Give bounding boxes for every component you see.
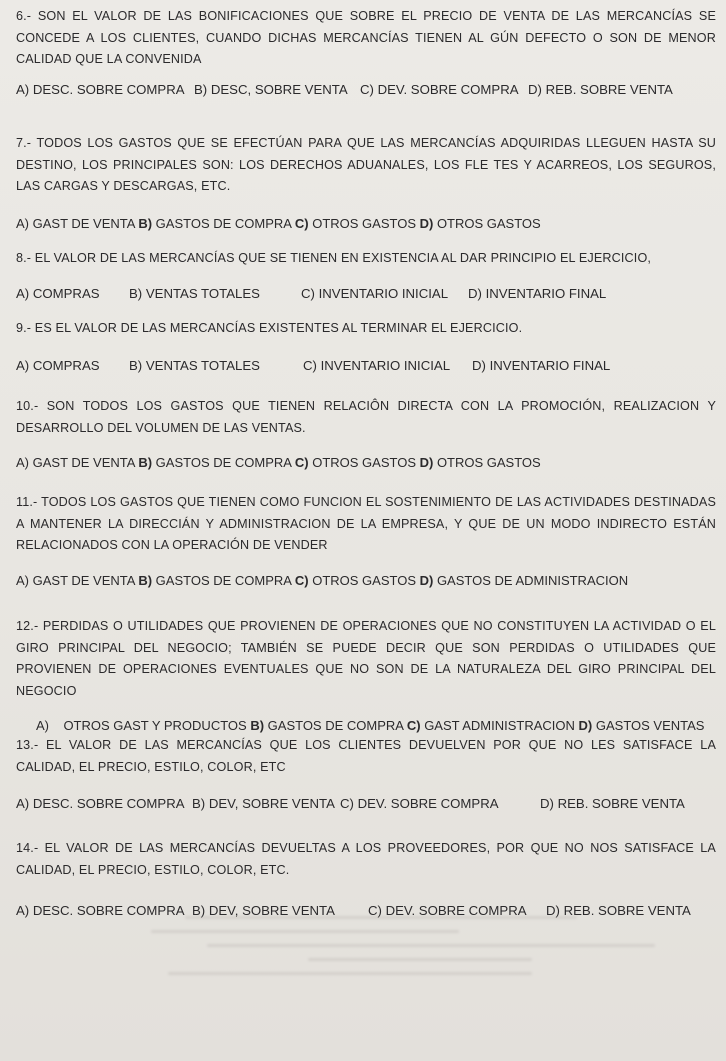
option-a[interactable]: A) GAST DE VENTA (16, 215, 135, 231)
question-stem: 9.- ES EL VALOR DE LAS MERCANCÍAS EXISTENTES AL TERMINAR EL EJERCICIO. (16, 321, 523, 335)
option-text: OTROS GASTOS (308, 572, 416, 588)
option-letter: C) (406, 718, 421, 733)
option-c[interactable]: C) INVENTARIO INICIAL (303, 357, 451, 373)
option-a[interactable]: A) COMPRAS (16, 285, 100, 301)
question-stem: 13.- EL VALOR DE LAS MERCANCÍAS QUE LOS CLIENTES DEVUELVEN POR QUE NO LES SATISFACE LA CALIDAD, EL PRECIO, ESTILO, COLOR, ETC (16, 738, 716, 774)
option-text: OTROS GASTOS (433, 215, 541, 231)
option-a[interactable]: A) DESC. SOBRE COMPRA (16, 81, 185, 97)
option-d[interactable]: D) REB. SOBRE VENTA (546, 903, 691, 918)
answer-options (16, 214, 716, 234)
question-8 (16, 248, 716, 304)
option-b[interactable]: B) VENTAS TOTALES (129, 357, 260, 373)
option-b[interactable]: B) DESC, SOBRE VENTA (194, 81, 348, 97)
option-letter: D) (419, 455, 434, 470)
option-c[interactable]: C) INVENTARIO INICIAL (301, 285, 449, 301)
option-text: GASTOS DE COMPRA (152, 455, 292, 470)
option-a[interactable]: A) GAST DE VENTA (16, 572, 135, 588)
question-stem: 6.- SON EL VALOR DE LAS BONIFICACIONES QUE SOBRE EL PRECIO DE VENTA DE LAS MERCANCÍAS SE CONCEDE A LOS CLIENTES, CUANDO DICHAS MERCANCÍAS TIENEN AL GÚN DEFECTO O SON DE MENOR CALIDAD QUE LA CONVENIDA (16, 9, 716, 66)
question-stem: 11.- TODOS LOS GASTOS QUE TIENEN COMO FUNCION EL SOSTENIMIENTO DE LAS ACTIVIDADES DESTINADAS A MANTENER LA DIRECCIÁN Y ADMINISTRACION DE LA EMPRESA, Y QUE DE UN MODO INDIRECTO ESTÁN RELACIONADOS CON LA OPERACIÓN DE VENDER (16, 495, 716, 552)
option-letter: B) (138, 215, 153, 231)
option-d[interactable] (420, 455, 541, 470)
option-b[interactable] (138, 216, 291, 231)
option-text: GASTOS VENTAS (592, 718, 705, 733)
option-b[interactable]: B) VENTAS TOTALES (129, 285, 260, 301)
question-stem: 7.- TODOS LOS GASTOS QUE SE EFECTÚAN PARA QUE LAS MERCANCÍAS ADQUIRIDAS LLEGUEN HASTA SU DESTINO, LOS PRINCIPALES SON: LOS DERECHOS ADUANALES, LOS FLE TES Y ACARREOS, LOS SEGUROS, LAS CARGAS Y DESCARGAS, ETC. (16, 136, 716, 193)
option-d[interactable] (420, 216, 541, 231)
option-text: GASTOS DE ADMINISTRACION (433, 572, 629, 588)
option-c[interactable]: C) DEV. SOBRE COMPRA (368, 903, 527, 918)
option-b[interactable]: B) DEV, SOBRE VENTA (192, 903, 335, 918)
question-13 (16, 735, 716, 814)
answer-options (16, 716, 716, 736)
option-letter: D) (578, 718, 593, 733)
question-stem: 12.- PERDIDAS O UTILIDADES QUE PROVIENEN DE OPERACIONES QUE NO CONSTITUYEN LA ACTIVIDAD O EL GIRO PRINCIPAL DEL NEGOCIO; TAMBIÉN SE PUEDE DECIR QUE SON PERDIDAS O UTILIDADES QUE PROVIENEN DE OPERACIONES EVENTUALES QUE NO SON DE LA NATURALEZA DEL GIRO PRINCIPAL DEL NEGOCIO (16, 619, 716, 698)
option-d[interactable]: D) INVENTARIO FINAL (468, 285, 607, 301)
option-b[interactable] (138, 573, 291, 588)
option-letter: C) (294, 572, 309, 588)
back-page-bleed-through (140, 905, 700, 1045)
option-text: GAST ADMINISTRACION (420, 718, 575, 733)
option-d[interactable]: D) INVENTARIO FINAL (472, 357, 611, 373)
answer-options (16, 571, 716, 591)
option-d[interactable]: D) REB. SOBRE VENTA (528, 81, 673, 97)
option-text: GASTOS DE COMPRA (264, 718, 404, 733)
answer-options (16, 453, 716, 473)
option-letter: C) (294, 455, 309, 470)
option-b[interactable] (250, 718, 403, 733)
question-12 (16, 616, 716, 736)
option-letter: B) (138, 455, 153, 470)
question-6 (16, 6, 716, 100)
answer-options (16, 794, 716, 814)
option-b[interactable] (138, 455, 291, 470)
option-c[interactable] (295, 455, 416, 470)
option-c[interactable] (295, 216, 416, 231)
question-7 (16, 133, 716, 234)
question-10 (16, 396, 716, 473)
option-c[interactable] (295, 573, 416, 588)
question-11 (16, 492, 716, 591)
option-b[interactable]: B) DEV, SOBRE VENTA (192, 796, 335, 811)
option-letter: B) (250, 718, 265, 733)
option-a[interactable]: A) COMPRAS (16, 357, 100, 373)
answer-options (16, 356, 716, 376)
option-letter: D) (419, 215, 434, 231)
option-d[interactable] (420, 573, 629, 588)
option-letter: B) (138, 572, 153, 588)
option-a[interactable]: A) DESC. SOBRE COMPRA (16, 796, 185, 811)
option-text: GASTOS DE COMPRA (152, 215, 292, 231)
option-c[interactable] (407, 718, 575, 733)
option-d[interactable]: D) REB. SOBRE VENTA (540, 796, 685, 811)
option-letter: C) (294, 215, 309, 231)
option-d[interactable] (579, 718, 705, 733)
answer-options (16, 284, 716, 304)
question-stem: 8.- EL VALOR DE LAS MERCANCÍAS QUE SE TIENEN EN EXISTENCIA AL DAR PRINCIPIO EL EJERCICIO, (16, 251, 652, 265)
answer-options (16, 80, 716, 100)
option-a[interactable]: A) DESC. SOBRE COMPRA (16, 903, 185, 918)
option-text: OTROS GASTOS (433, 455, 541, 470)
option-c[interactable]: C) DEV. SOBRE COMPRA (340, 796, 499, 811)
option-a[interactable]: A) GAST DE VENTA (16, 455, 135, 470)
option-c[interactable]: C) DEV. SOBRE COMPRA (360, 81, 519, 97)
question-stem: 10.- SON TODOS LOS GASTOS QUE TIENEN RELACIÔN DIRECTA CON LA PROMOCIÓN, REALIZACION Y DESARROLLO DEL VOLUMEN DE LAS VENTAS. (16, 399, 716, 435)
question-9 (16, 318, 716, 376)
option-letter: D) (419, 572, 434, 588)
option-a[interactable]: A) OTROS GAST Y PRODUCTOS (36, 718, 247, 733)
option-text: GASTOS DE COMPRA (152, 572, 292, 588)
option-text: OTROS GASTOS (308, 215, 416, 231)
option-text: OTROS GASTOS (308, 455, 416, 470)
question-stem: 14.- EL VALOR DE LAS MERCANCÍAS DEVUELTAS A LOS PROVEEDORES, POR QUE NO NOS SATISFACE LA CALIDAD, EL PRECIO, ESTILO, COLOR, ETC. (16, 841, 716, 877)
